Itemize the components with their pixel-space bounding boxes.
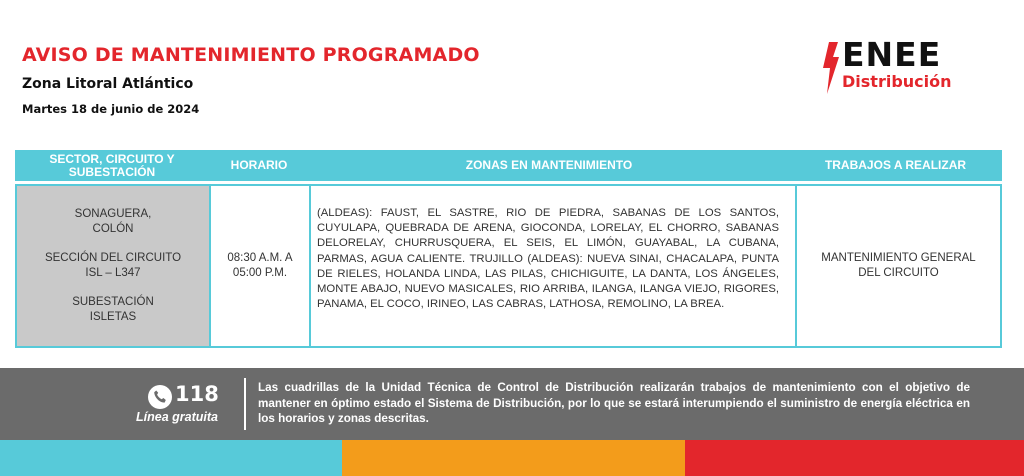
- work-cell: [797, 186, 1000, 346]
- schedule-end: 05:00 P.M.: [232, 267, 288, 279]
- header-sector: SECTOR, CIRCUITO Y SUBESTACIÓN: [49, 151, 175, 179]
- header-work: TRABAJOS A REALIZAR: [824, 158, 967, 172]
- schedule-cell: [211, 186, 311, 346]
- color-band-orange: [342, 440, 685, 476]
- footer-bar: [0, 368, 1024, 440]
- date-label: Martes 18 de junio de 2024: [22, 102, 200, 116]
- circuit-section: SECCIÓN DEL CIRCUITO ISL – L347: [44, 252, 182, 279]
- table-row: [15, 184, 1002, 348]
- header-schedule: HORARIO: [230, 158, 288, 172]
- substation: SUBESTACIÓN ISLETAS: [72, 296, 154, 323]
- phone-number: 118: [175, 382, 219, 406]
- table-header: [15, 150, 1002, 181]
- phone-label: Línea gratuita: [136, 410, 218, 424]
- color-band-red: [685, 440, 1024, 476]
- work-line1: MANTENIMIENTO GENERAL: [821, 252, 976, 264]
- bolt-icon: [820, 42, 840, 94]
- zone-label: Zona Litoral Atlántico: [22, 76, 194, 92]
- sector-location: SONAGUERA, COLÓN: [74, 208, 152, 235]
- enee-logo: [820, 35, 990, 96]
- zones-cell: (ALDEAS): FAUST, EL SASTRE, RIO DE PIEDRA, SABANAS DE LOS SANTOS, CUYULAPA, QUEBRADA DE ARENA, GIOCONDA, LORELAY, EL CHORRO, SABANAS DELORELAY, CHURRUSQUERA, EL SEIS, EL LIMÓN, GUAYABAL, LA CUBANA, PARMAS, AGUA CALIENTE. TRUJILLO (ALDEAS): NUEVA SINAI, CHACALAPA, PUNTA DE RIELES, HOLANDA LINDA, LAS PILAS, CHICHIGUITE, LA DANTA, LOS ÁNGELES, MONTE ABAJO, NUEVO MASICALES, RIO ARRIBA, ILANGA, ILANGA VIEJO, RIGORES, PANAMA, EL COCO, IRINEO, LAS CABRAS, LATHOSA, REMOLINO, LA BREA.: [311, 186, 797, 346]
- sector-cell: [17, 186, 211, 346]
- color-band-cyan: [0, 440, 342, 476]
- logo-subtitle: Distribución: [842, 72, 952, 91]
- schedule-start: 08:30 A.M. A: [227, 252, 293, 264]
- work-line2: DEL CIRCUITO: [858, 267, 939, 279]
- header-zones: ZONAS EN MANTENIMIENTO: [465, 158, 633, 172]
- phone-icon: [148, 385, 172, 409]
- footer-divider: [244, 378, 246, 430]
- logo-brand: ENEE: [842, 35, 942, 74]
- page-title: AVISO DE MANTENIMIENTO PROGRAMADO: [22, 44, 480, 66]
- footer-notice: Las cuadrillas de la Unidad Técnica de Control de Distribución realizarán trabajos de mantenimiento con el objetivo de mantener en óptimo estado el Sistema de Distribución, por lo que se estará interumpiendo el suministro de energía eléctrica en los horarios y zonas descritas.: [258, 381, 970, 425]
